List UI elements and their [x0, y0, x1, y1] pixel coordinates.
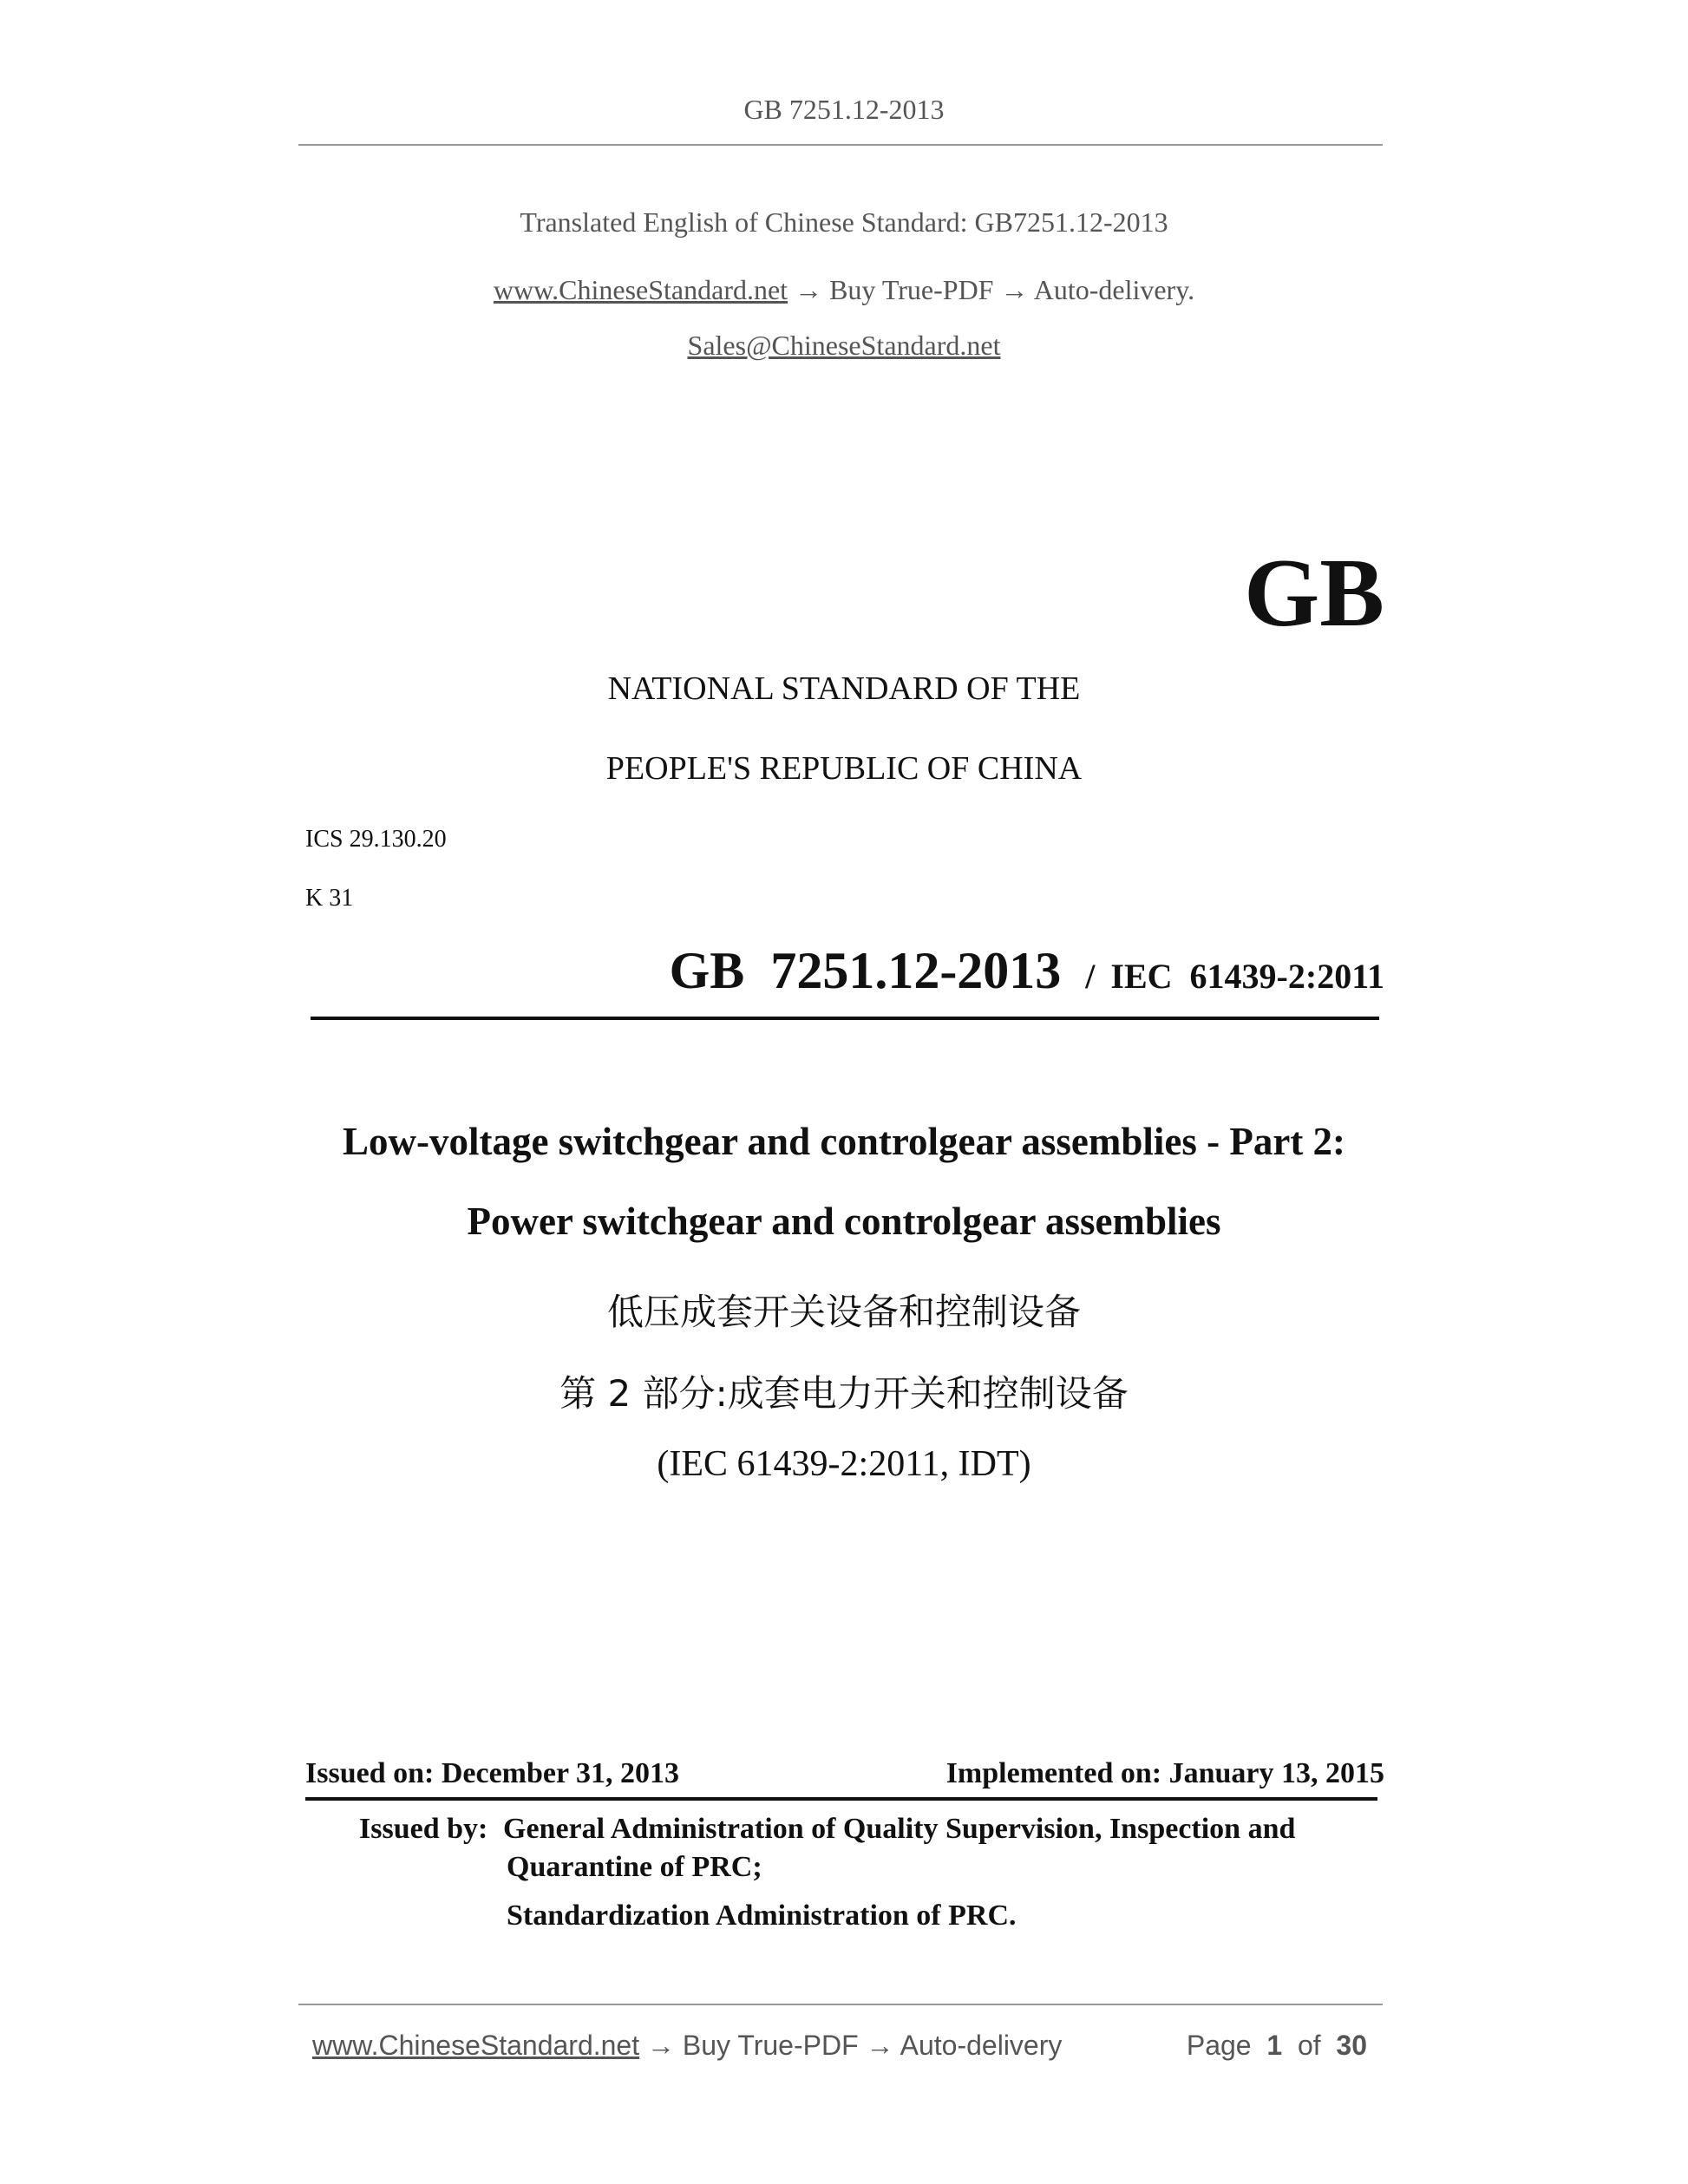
- sales-email-link[interactable]: Sales@ChineseStandard.net: [687, 330, 1001, 361]
- issuance-rule: [305, 1797, 1377, 1801]
- issuer-line2: Quarantine of PRC;: [507, 1851, 762, 1883]
- title-chinese-line1: 低压成套开关设备和控制设备: [606, 1291, 1081, 1333]
- classification-code: K 31: [305, 885, 354, 912]
- issued-by-label: Issued by:: [359, 1813, 488, 1845]
- standard-number: [670, 941, 1384, 1001]
- gb-logo: GB: [1244, 539, 1384, 647]
- title-english-line1: Low-voltage switchgear and controlgear assemblies - Part 2:: [342, 1120, 1346, 1163]
- national-standard-line1: NATIONAL STANDARD OF THE: [607, 670, 1081, 707]
- page-total: 30: [1336, 2030, 1367, 2061]
- header-rule: [298, 144, 1383, 146]
- title-rule: [311, 1017, 1379, 1020]
- iec-equivalence: (IEC 61439-2:2011, IDT): [657, 1444, 1031, 1484]
- ics-code: ICS 29.130.20: [305, 826, 447, 853]
- footer-buy-line: [312, 2030, 1062, 2062]
- implemented-on-date: Implemented on: January 13, 2015: [945, 1757, 1384, 1789]
- national-standard-line2: PEOPLE'S REPUBLIC OF CHINA: [605, 750, 1083, 787]
- translated-notice: Translated English of Chinese Standard: GB7251.12-2013: [520, 206, 1168, 238]
- title-chinese-line2: 第 2 部分:成套电力开关和控制设备: [559, 1372, 1129, 1415]
- gb-number: GB 7251.12-2013: [669, 942, 1062, 999]
- page-current: 1: [1266, 2030, 1283, 2061]
- footer-buy-text: → Buy True-PDF → Auto-delivery: [647, 2030, 1063, 2061]
- iec-number: IEC 61439-2:2011: [1110, 957, 1384, 996]
- footer-site-link[interactable]: www.ChineseStandard.net: [312, 2030, 640, 2061]
- issuer-line3: Standardization Administration of PRC.: [507, 1900, 1017, 1932]
- site-link[interactable]: www.ChineseStandard.net: [493, 274, 788, 305]
- running-header: GB 7251.12-2013: [743, 94, 945, 125]
- buy-line: [0, 274, 1688, 306]
- footer-rule: [298, 2004, 1383, 2005]
- issued-on-date: Issued on: December 31, 2013: [305, 1757, 679, 1789]
- title-english-line2: Power switchgear and controlgear assemblies: [467, 1200, 1221, 1243]
- sales-line: [0, 330, 1688, 362]
- issuer-line1: General Administration of Quality Supervision, Inspection and: [503, 1813, 1296, 1845]
- number-separator: /: [1085, 957, 1096, 996]
- page-of: of: [1297, 2030, 1321, 2061]
- page-indicator: [1187, 2030, 1367, 2062]
- page-label: Page: [1186, 2030, 1252, 2061]
- buy-text: → Buy True-PDF → Auto-delivery.: [795, 274, 1195, 305]
